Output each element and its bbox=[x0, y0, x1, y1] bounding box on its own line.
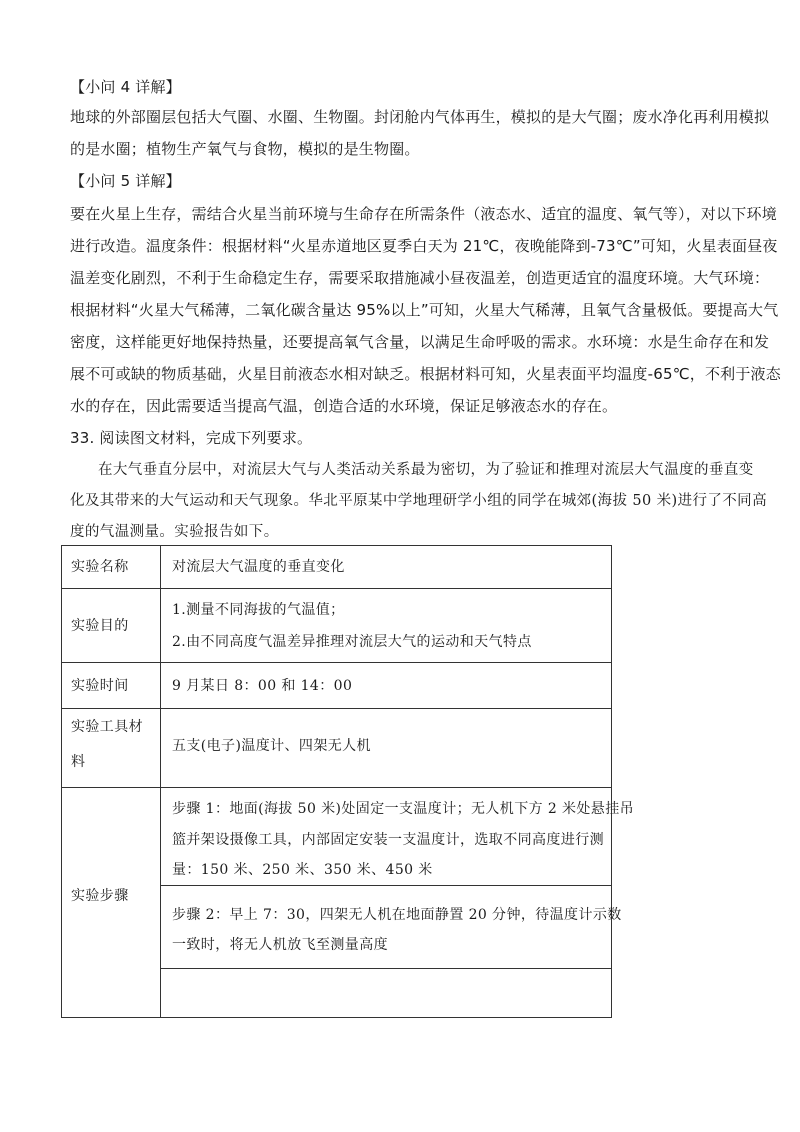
table-border-top bbox=[61, 545, 612, 546]
q5-line-1: 要在火星上生存，需结合火星当前环境与生命存在所需条件（液态水、适宜的温度、氧气等），对以下环境 bbox=[70, 205, 777, 223]
table-border-left bbox=[61, 545, 62, 1018]
q5-line-5: 密度，这样能更好地保持热量，还要提高氧气含量，以满足生命呼吸的需求。水环境：水是生命存在和发 bbox=[70, 333, 770, 351]
table-column-divider bbox=[160, 545, 161, 1018]
q33-line-2: 化及其带来的大气运动和天气现象。华北平原某中学地理研学小组的同学在城郊(海拔 50 米)进行了不同高 bbox=[70, 493, 767, 509]
goal-label: 实验目的 bbox=[71, 618, 129, 634]
q33-line-1: 在大气垂直分层中，对流层大气与人类活动关系最为密切，为了验证和推理对流层大气温度的垂直变 bbox=[98, 462, 754, 478]
goal-item-1: 1.测量不同海拔的气温值； bbox=[172, 602, 345, 618]
q33-line-3: 度的气温测量。实验报告如下。 bbox=[70, 524, 279, 540]
step1-line-2: 篮并架设摄像工具，内部固定安装一支温度计，选取不同高度进行测 bbox=[172, 832, 604, 848]
q4-line-2: 的是水圈；植物生产氧气与食物，模拟的是生物圈。 bbox=[70, 140, 420, 158]
step-divider-1 bbox=[160, 885, 612, 886]
table-border-bottom bbox=[61, 1017, 612, 1018]
q5-line-4: 根据材料“火星大气稀薄，二氧化碳含量达 95%以上”可知，火星大气稀薄，且氧气含量极低。要提高大气 bbox=[70, 301, 779, 319]
time-label: 实验时间 bbox=[71, 678, 129, 694]
q5-line-2: 进行改造。温度条件：根据材料“火星赤道地区夏季白天为 21℃，夜晚能降到-73℃”可知，火星表面昼夜 bbox=[70, 237, 778, 255]
name-label: 实验名称 bbox=[71, 559, 129, 575]
q5-line-3: 温差变化剧烈，不利于生命稳定生存，需要采取措施减小昼夜温差，创造更适宜的温度环境。大气环境： bbox=[70, 269, 770, 287]
q5-line-7: 水的存在，因此需要适当提高气温，创造合适的水环境，保证足够液态水的存在。 bbox=[70, 397, 618, 415]
step2-line-2: 一致时，将无人机放飞至测量高度 bbox=[172, 937, 388, 953]
row-divider-2 bbox=[61, 662, 612, 663]
step2-line-1: 步骤 2：早上 7：30，四架无人机在地面静置 20 分钟，待温度计示数 bbox=[172, 907, 622, 923]
steps-label: 实验步骤 bbox=[71, 888, 129, 904]
q33-title: 33. 阅读图文材料，完成下列要求。 bbox=[70, 429, 313, 447]
table-border-right bbox=[611, 545, 612, 1018]
step-divider-2 bbox=[160, 968, 612, 969]
time-value: 9 月某日 8：00 和 14：00 bbox=[172, 678, 353, 694]
row-divider-4 bbox=[61, 787, 612, 788]
row-divider-1 bbox=[61, 588, 612, 589]
q4-header: 【小问 4 详解】 bbox=[70, 78, 181, 96]
tools-value: 五支(电子)温度计、四架无人机 bbox=[172, 738, 371, 754]
step1-line-1: 步骤 1：地面(海拔 50 米)处固定一支温度计；无人机下方 2 米处悬挂吊 bbox=[172, 801, 635, 817]
tools-label-line-1: 实验工具材 bbox=[71, 719, 143, 735]
row-divider-3 bbox=[61, 708, 612, 709]
experiment-report-table bbox=[61, 545, 635, 1018]
goal-item-2: 2.由不同高度气温差异推理对流层大气的运动和天气特点 bbox=[172, 634, 532, 650]
q4-line-1: 地球的外部圈层包括大气圈、水圈、生物圈。封闭舱内气体再生，模拟的是大气圈；废水净化再利用模拟 bbox=[70, 108, 770, 126]
name-value: 对流层大气温度的垂直变化 bbox=[172, 559, 345, 575]
tools-label-line-2: 料 bbox=[71, 754, 86, 770]
q5-line-6: 展不可或缺的物质基础，火星目前液态水相对缺乏。根据材料可知，火星表面平均温度-65℃，不利于液态 bbox=[70, 365, 781, 383]
step1-line-3: 量：150 米、250 米、350 米、450 米 bbox=[172, 862, 433, 878]
q5-header: 【小问 5 详解】 bbox=[70, 172, 181, 190]
